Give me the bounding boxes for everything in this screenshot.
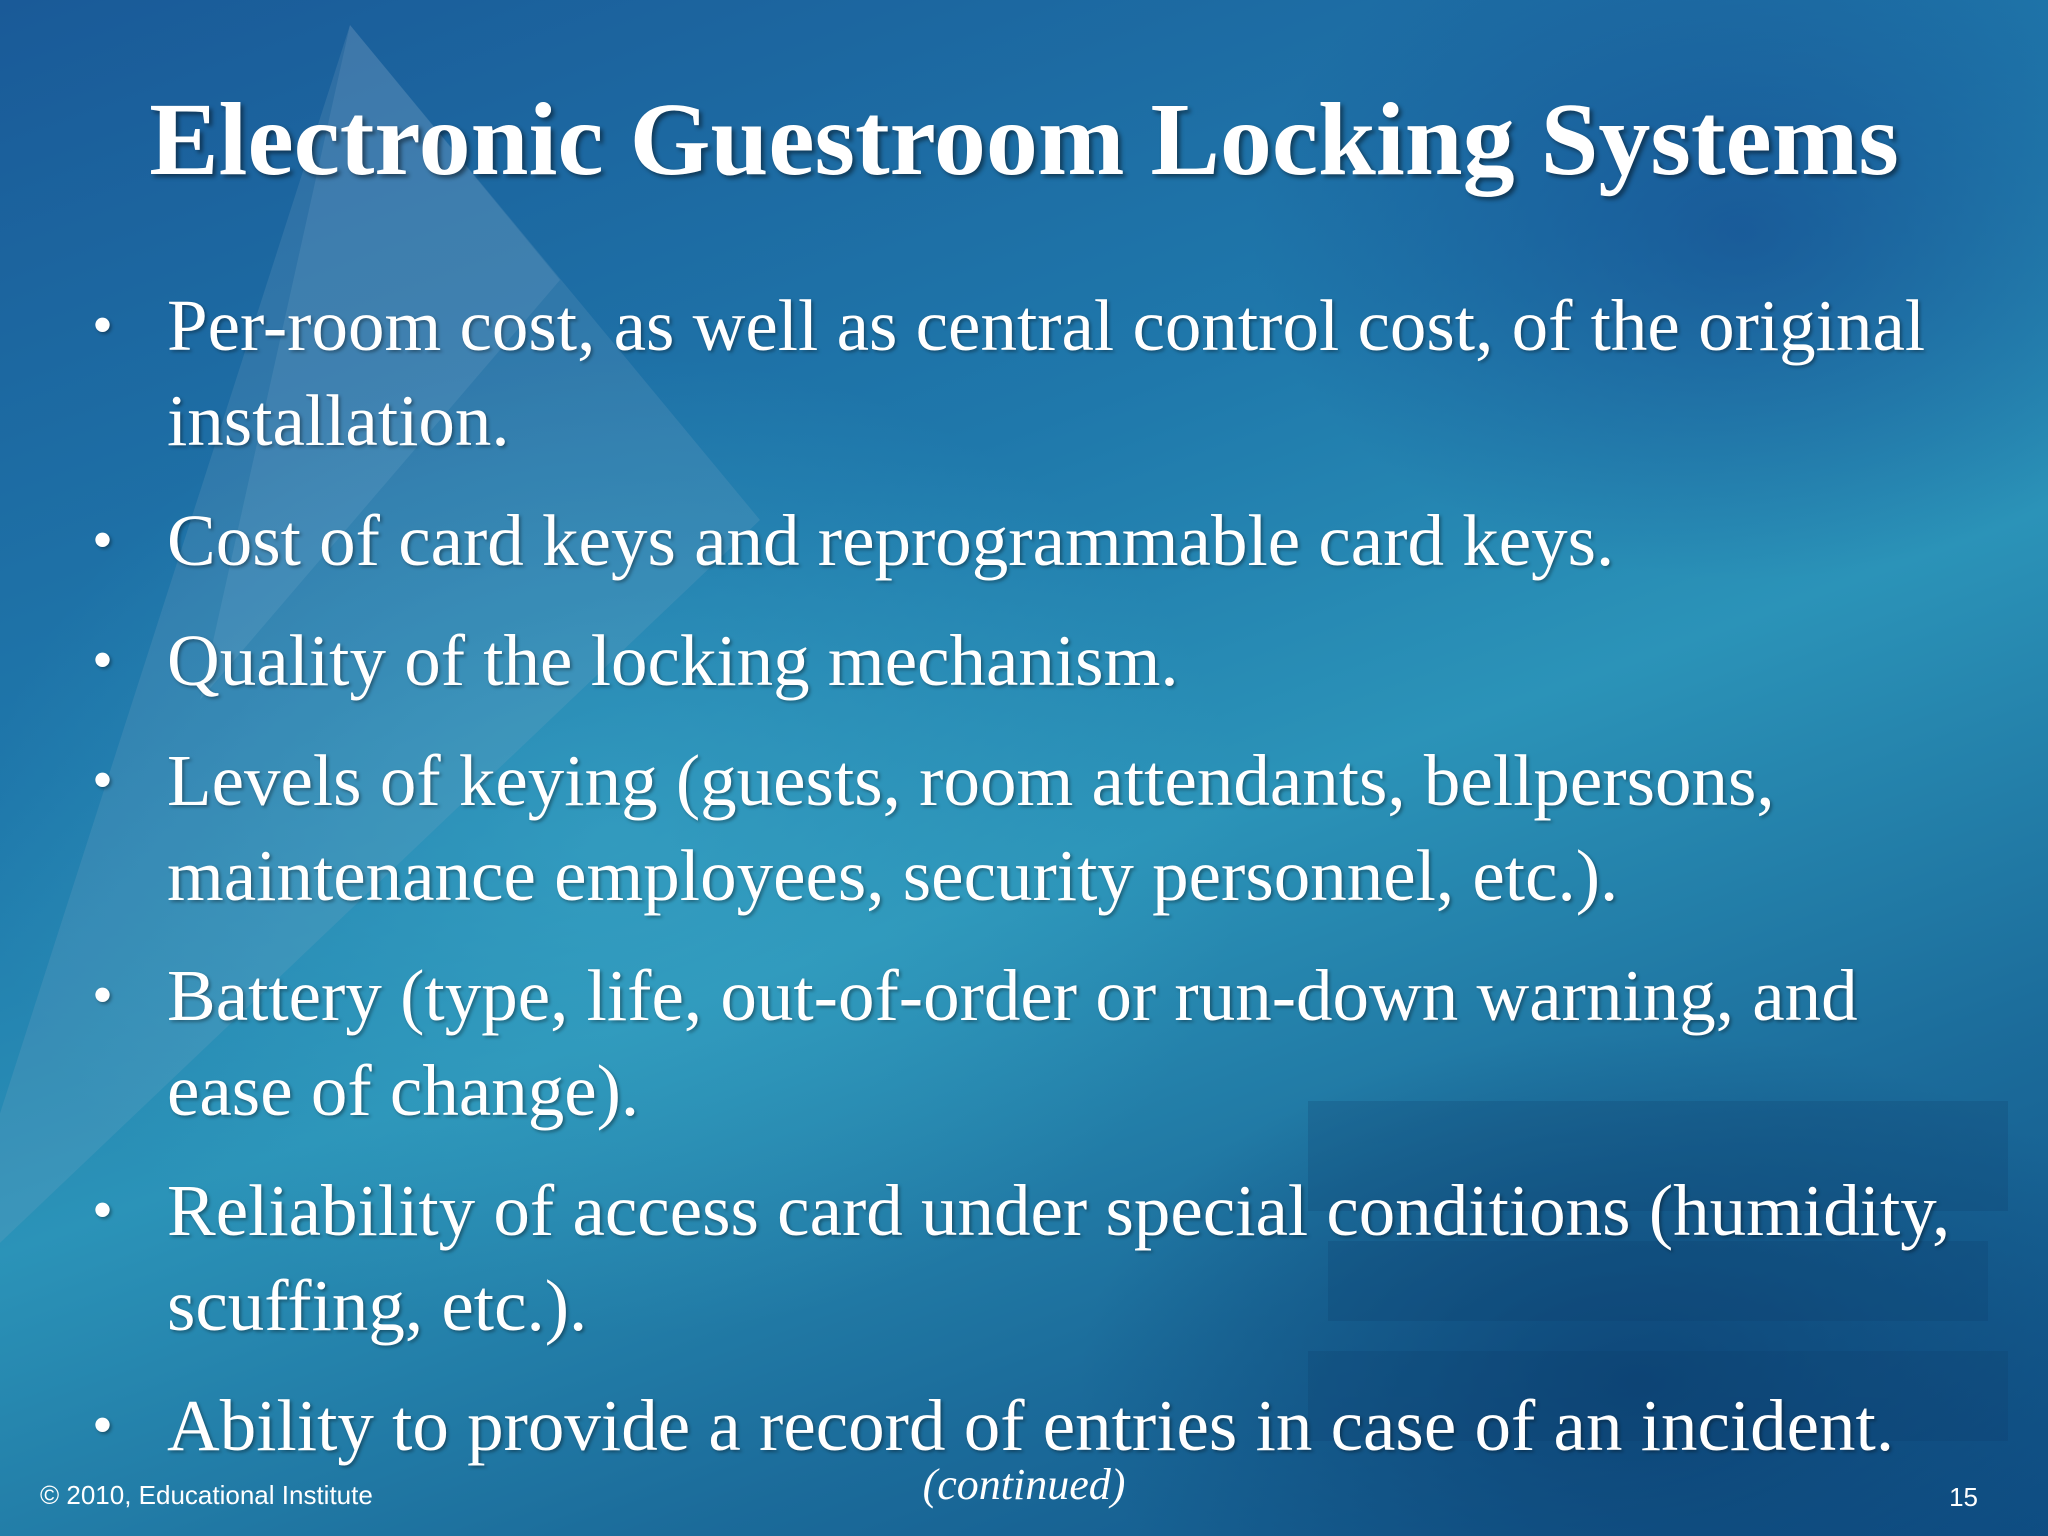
bullet-item xyxy=(92,278,1992,468)
bullet-text: Battery (type, life, out-of-order or run-down warning, and ease of change). xyxy=(167,955,1858,1131)
continued-label: (continued) xyxy=(922,1460,1126,1509)
bullet-item xyxy=(92,948,1992,1138)
bullet-dot-icon: • xyxy=(92,627,114,693)
bullet-list xyxy=(92,278,1992,1498)
bullet-text: Per-room cost, as well as central control cost, of the original installation. xyxy=(167,285,1926,461)
bullet-text: Ability to provide a record of entries in case of an incident. xyxy=(167,1385,1895,1466)
slide-title: Electronic Guestroom Locking Systems xyxy=(149,82,1899,197)
page-number: 15 xyxy=(1949,1482,1978,1512)
bullet-item xyxy=(92,733,1992,923)
bullet-dot-icon: • xyxy=(92,1392,114,1458)
bullet-dot-icon: • xyxy=(92,747,114,813)
bullet-item xyxy=(92,613,1992,708)
bullet-text: Reliability of access card under special conditions (humidity, scuffing, etc.). xyxy=(167,1170,1951,1346)
bullet-item xyxy=(92,493,1992,588)
bullet-item xyxy=(92,1378,1992,1473)
copyright-notice: © 2010, Educational Institute xyxy=(40,1480,373,1510)
bullet-dot-icon: • xyxy=(92,962,114,1028)
bullet-text: Quality of the locking mechanism. xyxy=(167,620,1179,701)
bullet-text: Levels of keying (guests, room attendants, bellpersons, maintenance employees, security personnel, etc.). xyxy=(167,740,1775,916)
bullet-dot-icon: • xyxy=(92,292,114,358)
bullet-item xyxy=(92,1163,1992,1353)
bullet-dot-icon: • xyxy=(92,507,114,573)
bullet-text: Cost of card keys and reprogrammable card keys. xyxy=(167,500,1615,581)
bullet-dot-icon: • xyxy=(92,1177,114,1243)
